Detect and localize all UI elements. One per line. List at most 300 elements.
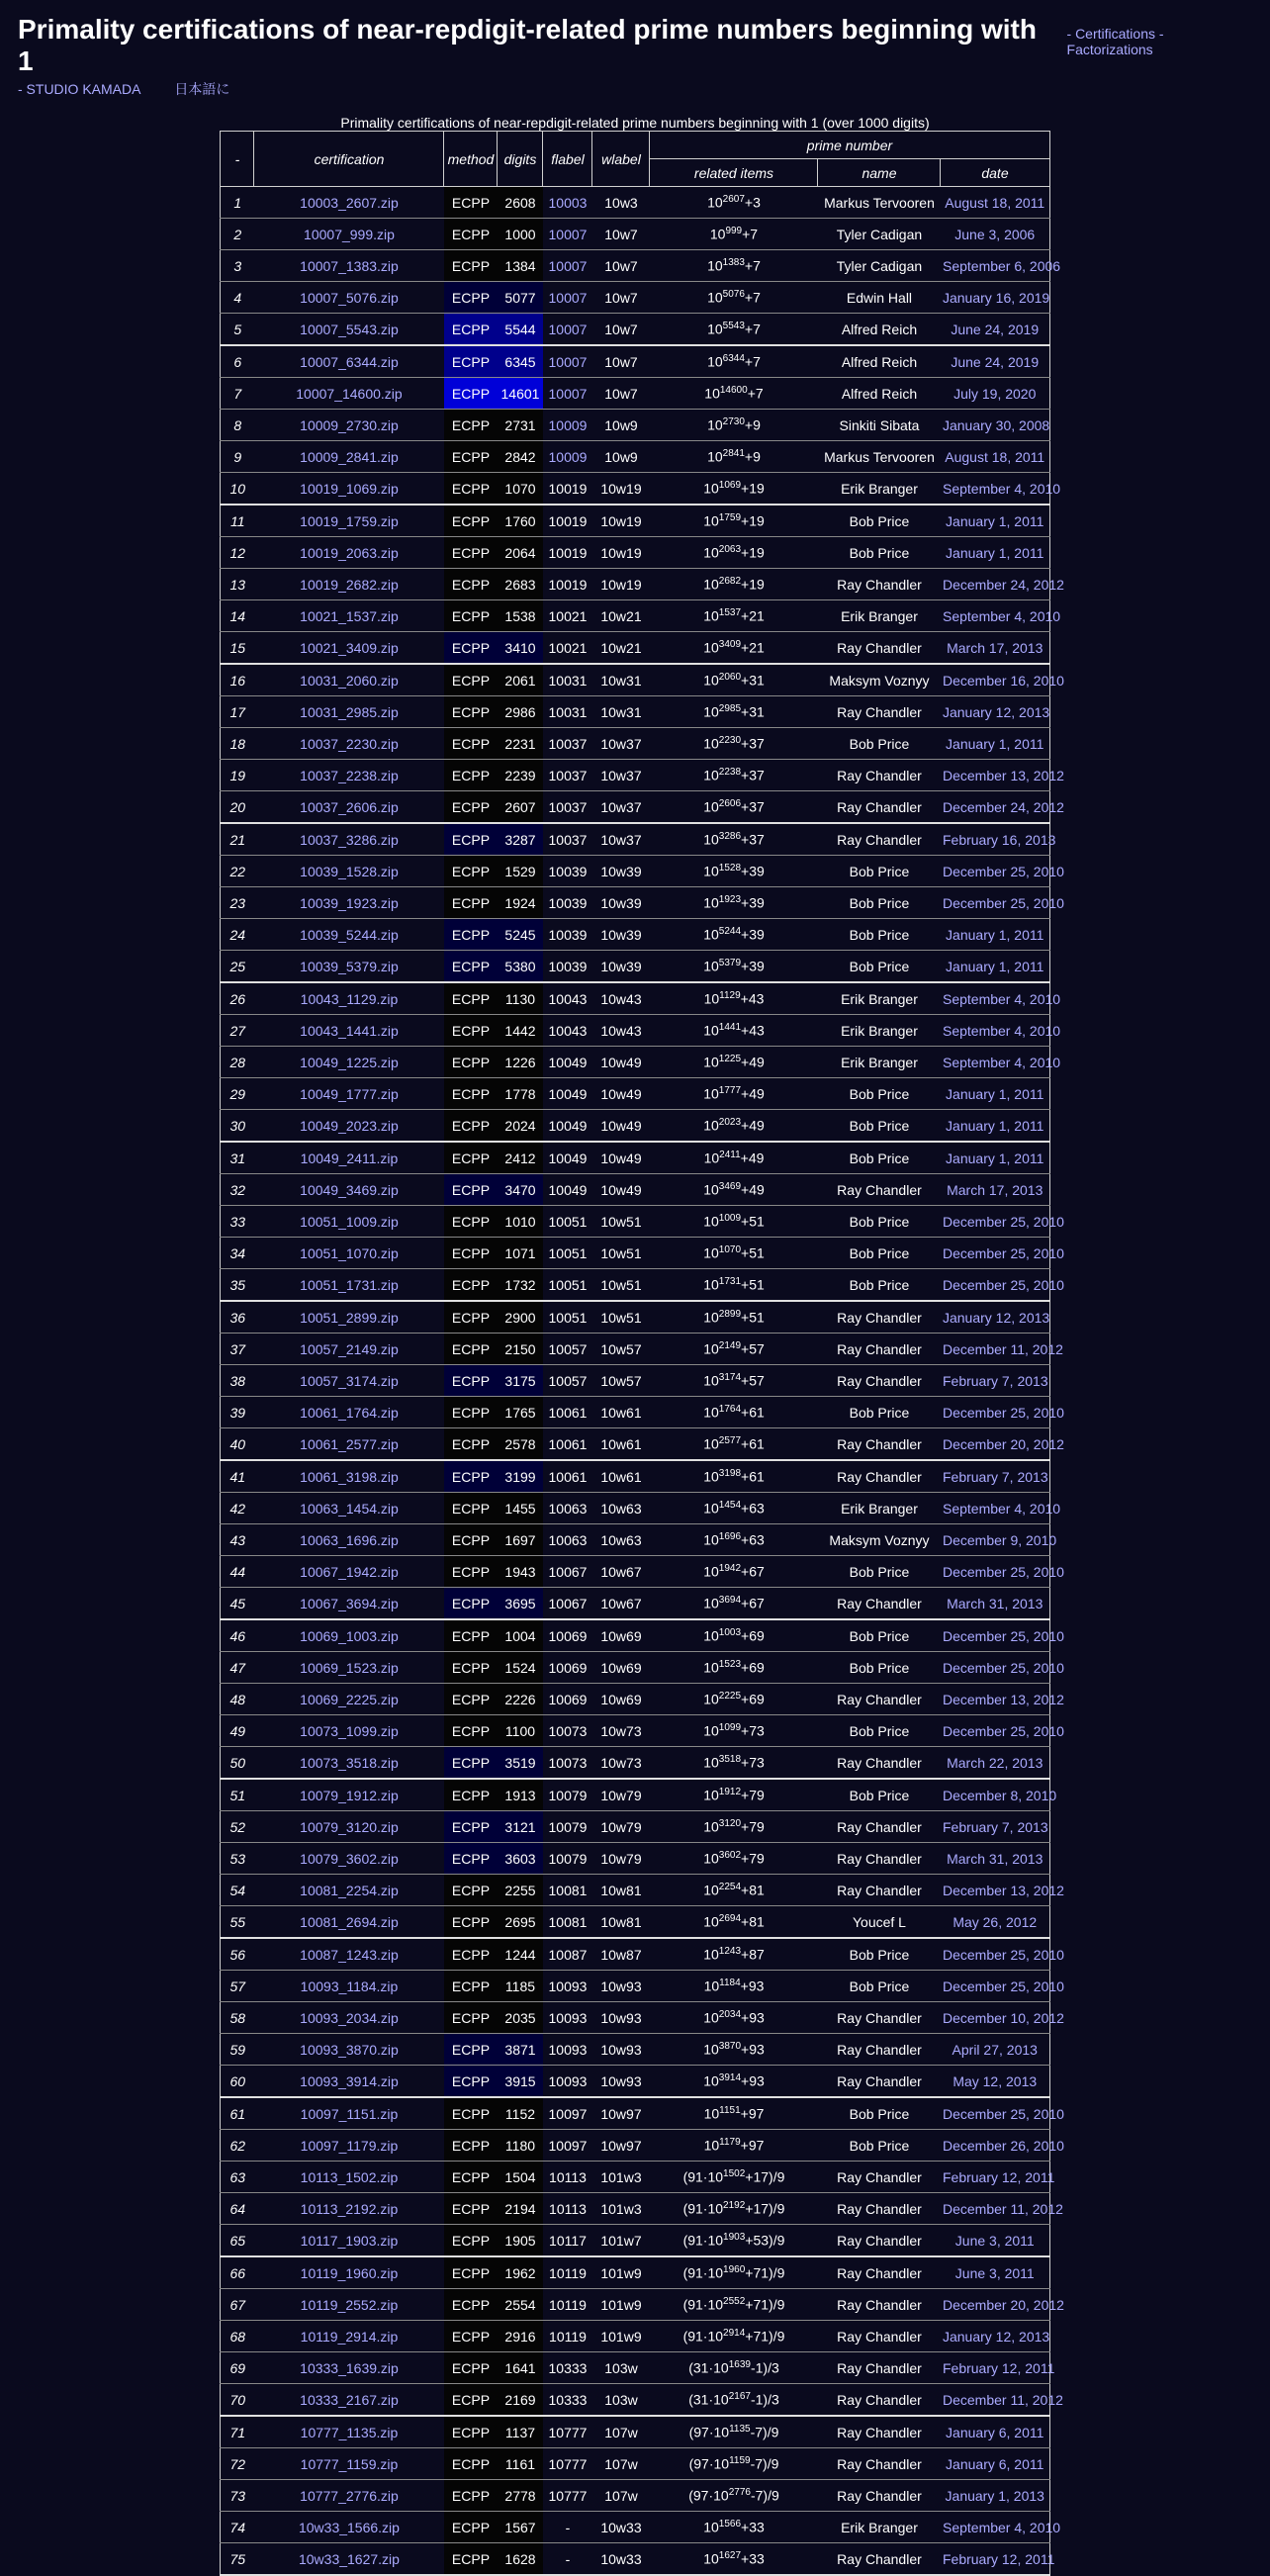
table-row <box>221 1142 1049 1174</box>
flabel-link[interactable]: 10007 <box>548 321 588 337</box>
date-link[interactable]: January 1, 2011 <box>946 1085 1044 1102</box>
expr-suffix: +93 <box>741 2009 765 2026</box>
date-link[interactable]: December 20, 2012 <box>942 2296 1064 2313</box>
date-link[interactable]: December 25, 2010 <box>942 894 1064 911</box>
row-index: 37 <box>221 1334 254 1365</box>
certification-link[interactable]: 10093_1184.zip <box>300 1978 399 1994</box>
certification-link[interactable]: 10113_2192.zip <box>300 2200 399 2217</box>
flabel-cell <box>543 1142 592 1174</box>
certification-link[interactable]: 10007_999.zip <box>304 226 395 242</box>
name-cell: Ray Chandler <box>818 696 941 728</box>
date-link[interactable]: May 26, 2012 <box>952 1913 1038 1930</box>
digits-cell: 2695 <box>498 1906 543 1939</box>
method-cell: ECPP <box>444 1971 498 2002</box>
date-link[interactable]: February 12, 2011 <box>942 2550 1055 2567</box>
certification-cell <box>254 1652 444 1684</box>
expr-prefix: (31· <box>688 2359 714 2376</box>
certification-link[interactable]: 10007_5543.zip <box>300 321 399 337</box>
certification-link[interactable]: 10777_1135.zip <box>300 2424 399 2440</box>
expr-suffix: +61 <box>741 1404 765 1421</box>
expr-exponent: 3694 <box>718 1595 742 1607</box>
flabel-text: 10049 <box>548 1054 588 1070</box>
date-link[interactable]: February 7, 2013 <box>942 1468 1048 1485</box>
related-item-cell <box>650 473 818 506</box>
certification-link[interactable]: 10049_1225.zip <box>300 1054 399 1070</box>
certification-link[interactable]: 10037_2230.zip <box>300 735 399 752</box>
certification-link[interactable]: 10067_3694.zip <box>300 1595 399 1611</box>
certification-cell <box>254 1493 444 1524</box>
date-link[interactable]: September 4, 2010 <box>942 990 1061 1007</box>
date-link[interactable]: December 25, 2010 <box>942 1563 1064 1580</box>
date-cell <box>941 1397 1064 1428</box>
row-index: 41 <box>221 1460 254 1493</box>
date-link[interactable]: December 20, 2012 <box>942 1435 1064 1452</box>
certification-link[interactable]: 10081_2254.zip <box>300 1882 399 1898</box>
name-cell: Ray Chandler <box>818 2321 941 2352</box>
table-row <box>221 1619 1049 1652</box>
date-link[interactable]: March 17, 2013 <box>947 639 1043 656</box>
expr-exponent: 5244 <box>718 926 742 938</box>
wlabel-cell: 10w57 <box>592 1365 650 1397</box>
date-cell <box>941 728 1049 760</box>
date-cell <box>941 2384 1063 2417</box>
method-cell: ECPP <box>444 856 498 887</box>
related-item-cell <box>650 1684 818 1715</box>
date-link[interactable]: January 6, 2011 <box>946 2455 1044 2472</box>
expr-exponent: 2238 <box>718 767 742 779</box>
flabel-cell <box>543 378 592 410</box>
date-link[interactable]: February 12, 2011 <box>942 2359 1055 2376</box>
date-link[interactable]: January 1, 2011 <box>946 735 1044 752</box>
flabel-cell <box>543 1843 592 1875</box>
digits-cell: 2231 <box>498 728 543 760</box>
flabel-link[interactable]: 10009 <box>548 416 588 433</box>
digits-cell: 5544 <box>498 314 543 346</box>
related-item-cell <box>650 1556 818 1588</box>
expr-base: 10 <box>707 321 723 337</box>
table-row <box>221 250 1049 282</box>
related-item-cell <box>650 951 818 983</box>
certification-link[interactable]: 10119_2914.zip <box>300 2328 399 2345</box>
date-link[interactable]: February 16, 2013 <box>942 831 1056 848</box>
certification-link[interactable]: 10049_3469.zip <box>300 1181 399 1198</box>
certification-link[interactable]: 10061_2577.zip <box>300 1435 399 1452</box>
certification-link[interactable]: 10019_2682.zip <box>300 576 399 593</box>
digits-cell: 2608 <box>498 187 543 219</box>
nav-links[interactable] <box>1067 26 1252 57</box>
digits-cell: 1000 <box>498 219 543 250</box>
date-cell <box>941 951 1049 983</box>
date-link[interactable]: January 6, 2011 <box>946 2424 1044 2440</box>
certification-link[interactable]: 10097_1151.zip <box>300 2105 399 2122</box>
wlabel-cell: 10w37 <box>592 728 650 760</box>
date-cell <box>941 2193 1063 2225</box>
flabel-link[interactable]: 10007 <box>548 226 588 242</box>
wlabel-cell: 10w81 <box>592 1906 650 1939</box>
row-index: 8 <box>221 410 254 441</box>
certification-link[interactable]: 10039_1923.zip <box>300 894 399 911</box>
flabel-cell <box>543 1747 592 1780</box>
method-cell: ECPP <box>444 2130 498 2162</box>
date-link[interactable]: December 10, 2012 <box>942 2009 1064 2026</box>
related-item-cell <box>650 1843 818 1875</box>
name-cell: Bob Price <box>818 728 941 760</box>
certification-link[interactable]: 10031_2985.zip <box>300 703 399 720</box>
date-link[interactable]: September 6, 2006 <box>942 257 1061 274</box>
expr-prefix: (97· <box>688 2455 714 2472</box>
row-index: 36 <box>221 1301 254 1334</box>
expr-exponent: 1639 <box>728 2359 751 2371</box>
date-cell <box>941 1588 1049 1620</box>
expr-suffix: +79 <box>741 1787 765 1803</box>
related-item-cell <box>650 314 818 346</box>
date-link[interactable]: May 12, 2013 <box>952 2072 1038 2089</box>
date-link[interactable]: December 11, 2012 <box>942 2391 1063 2408</box>
date-link[interactable]: December 25, 2010 <box>942 1404 1064 1421</box>
flabel-link[interactable]: 10007 <box>548 385 588 402</box>
name-cell: Bob Price <box>818 505 941 537</box>
date-link[interactable]: December 11, 2012 <box>942 2200 1063 2217</box>
col-header-flabel: flabel <box>543 132 592 187</box>
wlabel-cell: 10w61 <box>592 1428 650 1461</box>
digits-cell: 2035 <box>498 2002 543 2034</box>
name-cell: Bob Price <box>818 1078 941 1110</box>
expr-suffix: +57 <box>741 1340 765 1357</box>
name-cell: Bob Price <box>818 1652 941 1684</box>
table-row <box>221 1906 1049 1939</box>
certification-cell <box>254 919 444 951</box>
expr-suffix: -7)/9 <box>750 2455 779 2472</box>
certification-link[interactable]: 10021_3409.zip <box>300 639 399 656</box>
certification-link[interactable]: 10039_5244.zip <box>300 926 399 943</box>
certification-link[interactable]: 10051_2899.zip <box>300 1309 399 1326</box>
wlabel-cell: 10w9 <box>592 410 650 441</box>
expr-base: 10 <box>703 1754 719 1771</box>
date-link[interactable]: September 4, 2010 <box>942 2519 1061 2535</box>
date-link[interactable]: December 25, 2010 <box>942 2105 1064 2122</box>
certification-link[interactable]: 10051_1731.zip <box>300 1276 399 1293</box>
certification-link[interactable]: 10021_1537.zip <box>300 607 399 624</box>
expr-suffix: +51 <box>741 1213 765 1230</box>
certification-link[interactable]: 10069_1523.zip <box>300 1659 399 1676</box>
date-link[interactable]: December 13, 2012 <box>942 767 1064 783</box>
certification-link[interactable]: 10079_3120.zip <box>300 1818 399 1835</box>
related-item-cell <box>650 728 818 760</box>
expr-base: 10 <box>703 1882 719 1898</box>
flabel-text: 10037 <box>548 831 588 848</box>
date-link[interactable]: January 1, 2011 <box>946 1117 1044 1134</box>
date-link[interactable]: December 24, 2012 <box>942 576 1064 593</box>
related-item-cell <box>650 1047 818 1078</box>
certification-link[interactable]: 10007_5076.zip <box>300 289 399 306</box>
wlabel-cell: 101w9 <box>592 2256 650 2289</box>
certification-link[interactable]: 10049_1777.zip <box>300 1085 399 1102</box>
date-link[interactable]: September 4, 2010 <box>942 1022 1061 1039</box>
date-link[interactable]: February 12, 2011 <box>942 2168 1055 2185</box>
certification-link[interactable]: 10039_5379.zip <box>300 958 399 974</box>
certification-link[interactable]: 10031_2060.zip <box>300 672 399 689</box>
date-cell <box>941 982 1061 1015</box>
flabel-link[interactable]: 10009 <box>548 448 588 465</box>
certification-link[interactable]: 10043_1441.zip <box>300 1022 399 1039</box>
date-link[interactable]: September 4, 2010 <box>942 480 1061 497</box>
date-link[interactable]: December 24, 2012 <box>942 798 1064 815</box>
certification-link[interactable]: 10117_1903.zip <box>300 2232 399 2249</box>
date-link[interactable]: January 1, 2011 <box>946 544 1044 561</box>
date-link[interactable]: December 25, 2010 <box>942 863 1064 879</box>
method-cell: ECPP <box>444 187 498 219</box>
certification-link[interactable]: 10019_2063.zip <box>300 544 399 561</box>
certification-link[interactable]: 10w33_1566.zip <box>298 2519 400 2535</box>
nav-link[interactable]: - Certifications - Factorizations <box>1066 26 1164 57</box>
related-item-cell <box>650 345 818 378</box>
wlabel-cell: 10w73 <box>592 1747 650 1780</box>
related-item-cell <box>650 2384 818 2417</box>
date-link[interactable]: December 25, 2010 <box>942 1244 1064 1261</box>
expr-base: 10 <box>703 1468 719 1485</box>
date-link[interactable]: December 16, 2010 <box>942 672 1064 689</box>
certification-link[interactable]: 10093_2034.zip <box>300 2009 399 2026</box>
flabel-text: 10113 <box>549 2200 587 2217</box>
expr-base: 10 <box>707 2328 724 2345</box>
date-cell <box>941 2416 1049 2448</box>
certification-link[interactable]: 10063_1454.zip <box>300 1500 399 1517</box>
date-link[interactable]: April 27, 2013 <box>952 2041 1038 2058</box>
japanese-link[interactable]: 日本語に <box>174 81 230 97</box>
date-link[interactable]: December 25, 2010 <box>942 1627 1064 1644</box>
certification-link[interactable]: 10069_2225.zip <box>300 1691 399 1707</box>
certification-link[interactable]: 10067_1942.zip <box>300 1563 399 1580</box>
date-cell <box>941 2512 1061 2543</box>
date-link[interactable]: January 12, 2013 <box>942 1309 1050 1326</box>
wlabel-cell: 10w57 <box>592 1334 650 1365</box>
certification-link[interactable]: 10333_2167.zip <box>300 2391 399 2408</box>
expr-base: 10 <box>707 2200 724 2217</box>
certification-link[interactable]: 10007_6344.zip <box>300 353 399 370</box>
flabel-text: 10093 <box>548 1978 588 1994</box>
studio-link[interactable]: - STUDIO KAMADA <box>18 81 141 97</box>
date-link[interactable]: January 1, 2011 <box>946 1150 1044 1166</box>
flabel-cell <box>543 1174 592 1206</box>
col-header-name: name <box>818 159 941 187</box>
related-item-cell <box>650 2225 818 2257</box>
certification-link[interactable]: 10113_1502.zip <box>300 2168 399 2185</box>
related-item-cell <box>650 2162 818 2193</box>
flabel-link[interactable]: 10007 <box>548 289 588 306</box>
table-row <box>221 314 1049 346</box>
date-link[interactable]: December 9, 2010 <box>942 1531 1057 1548</box>
date-link[interactable]: June 3, 2011 <box>954 2264 1035 2281</box>
certification-link[interactable]: 10051_1070.zip <box>300 1244 399 1261</box>
expr-exponent: 2577 <box>718 1435 742 1447</box>
date-link[interactable]: December 13, 2012 <box>942 1691 1064 1707</box>
certification-link[interactable]: 10049_2411.zip <box>300 1150 399 1166</box>
flabel-link[interactable]: 10007 <box>548 353 588 370</box>
expr-suffix: +61 <box>741 1435 765 1452</box>
certification-link[interactable]: 10069_1003.zip <box>300 1627 399 1644</box>
date-link[interactable]: January 12, 2013 <box>942 2328 1050 2345</box>
flabel-text: 10063 <box>548 1531 588 1548</box>
date-link[interactable]: December 8, 2010 <box>942 1787 1057 1803</box>
certification-link[interactable]: 10057_2149.zip <box>300 1340 399 1357</box>
date-link[interactable]: December 25, 2010 <box>942 1276 1064 1293</box>
date-link[interactable]: December 25, 2010 <box>942 1659 1064 1676</box>
date-link[interactable]: July 19, 2020 <box>953 385 1037 402</box>
date-link[interactable]: March 31, 2013 <box>947 1595 1043 1611</box>
related-item-cell <box>650 1397 818 1428</box>
certification-link[interactable]: 10049_2023.zip <box>300 1117 399 1134</box>
date-cell <box>941 823 1056 856</box>
date-link[interactable]: September 4, 2010 <box>942 1500 1061 1517</box>
certification-link[interactable]: 10119_1960.zip <box>300 2264 399 2281</box>
wlabel-cell: 10w69 <box>592 1652 650 1684</box>
certification-link[interactable]: 10007_14600.zip <box>296 385 403 402</box>
related-item-cell <box>650 664 818 696</box>
expr-base: 10 <box>703 1309 719 1326</box>
method-cell: ECPP <box>444 1493 498 1524</box>
date-link[interactable]: December 25, 2010 <box>942 1978 1064 1994</box>
flabel-cell <box>543 2321 592 2352</box>
date-link[interactable]: January 16, 2019 <box>942 289 1050 306</box>
certification-link[interactable]: 10119_2552.zip <box>300 2296 399 2313</box>
certification-link[interactable]: 10087_1243.zip <box>300 1946 399 1963</box>
expr-suffix: +61 <box>741 1468 765 1485</box>
date-link[interactable]: February 7, 2013 <box>942 1818 1048 1835</box>
certification-link[interactable]: 10009_2730.zip <box>300 416 399 433</box>
certification-link[interactable]: 10009_2841.zip <box>300 448 399 465</box>
certification-cell <box>254 696 444 728</box>
date-link[interactable]: June 3, 2006 <box>954 226 1036 242</box>
certification-link[interactable]: 10019_1069.zip <box>300 480 399 497</box>
certification-link[interactable]: 10003_2607.zip <box>300 194 399 211</box>
method-cell: ECPP <box>444 1269 498 1302</box>
date-link[interactable]: December 26, 2010 <box>942 2137 1064 2154</box>
date-link[interactable]: January 12, 2013 <box>942 703 1050 720</box>
expr-base: 10 <box>703 863 719 879</box>
date-link[interactable]: March 22, 2013 <box>947 1754 1043 1771</box>
date-link[interactable]: March 17, 2013 <box>947 1181 1043 1198</box>
date-link[interactable]: January 1, 2011 <box>946 958 1044 974</box>
date-link[interactable]: February 7, 2013 <box>942 1372 1048 1389</box>
certification-link[interactable]: 10081_2694.zip <box>300 1913 399 1930</box>
expr-suffix: +63 <box>741 1500 765 1517</box>
date-cell <box>941 2448 1049 2480</box>
flabel-text: 10057 <box>548 1340 588 1357</box>
certification-link[interactable]: 10043_1129.zip <box>300 990 399 1007</box>
table-row <box>221 1779 1049 1811</box>
certification-link[interactable]: 10333_1639.zip <box>300 2359 399 2376</box>
date-link[interactable]: August 18, 2011 <box>945 194 1045 211</box>
certification-link[interactable]: 10097_1179.zip <box>300 2137 399 2154</box>
name-cell: Erik Branger <box>818 982 941 1015</box>
table-row <box>221 410 1049 441</box>
certification-link[interactable]: 10079_3602.zip <box>300 1850 399 1867</box>
certification-link[interactable]: 10093_3914.zip <box>300 2072 399 2089</box>
row-index: 54 <box>221 1875 254 1906</box>
date-link[interactable]: March 31, 2013 <box>947 1850 1043 1867</box>
flabel-link[interactable]: 10007 <box>548 257 588 274</box>
date-link[interactable]: June 24, 2019 <box>951 353 1040 370</box>
certification-cell <box>254 537 444 569</box>
table-row <box>221 2480 1049 2512</box>
date-link[interactable]: September 4, 2010 <box>942 607 1061 624</box>
certification-link[interactable]: 10061_1764.zip <box>300 1404 399 1421</box>
date-link[interactable]: August 18, 2011 <box>945 448 1045 465</box>
table-row <box>221 1334 1049 1365</box>
date-cell <box>941 1365 1049 1397</box>
flabel-text: 10117 <box>549 2232 587 2249</box>
certification-link[interactable]: 10073_1099.zip <box>300 1722 399 1739</box>
certification-cell <box>254 1269 444 1302</box>
date-link[interactable]: January 1, 2011 <box>946 926 1044 943</box>
date-link[interactable]: September 4, 2010 <box>942 1054 1061 1070</box>
certification-link[interactable]: 10079_1912.zip <box>300 1787 399 1803</box>
date-cell <box>941 760 1064 791</box>
related-item-cell <box>650 1460 818 1493</box>
expr-suffix: +33 <box>741 2550 765 2567</box>
certification-link[interactable]: 10039_1528.zip <box>300 863 399 879</box>
date-link[interactable]: December 11, 2012 <box>942 1340 1063 1357</box>
certification-link[interactable]: 10061_3198.zip <box>300 1468 399 1485</box>
flabel-text: 10069 <box>548 1627 588 1644</box>
wlabel-cell: 10w51 <box>592 1238 650 1269</box>
certification-link[interactable]: 10093_3870.zip <box>300 2041 399 2058</box>
expr-suffix: +73 <box>741 1754 765 1771</box>
date-link[interactable]: January 1, 2013 <box>945 2487 1044 2504</box>
date-link[interactable]: January 30, 2008 <box>942 416 1050 433</box>
wlabel-cell: 107w <box>592 2448 650 2480</box>
expr-base: 10 <box>703 1181 719 1198</box>
name-cell: Ray Chandler <box>818 1428 941 1461</box>
certification-link[interactable]: 10051_1009.zip <box>300 1213 399 1230</box>
flabel-cell <box>543 505 592 537</box>
certification-link[interactable]: 10057_3174.zip <box>300 1372 399 1389</box>
wlabel-cell: 10w7 <box>592 314 650 346</box>
date-link[interactable]: June 3, 2011 <box>954 2232 1035 2249</box>
expr-exponent: 2063 <box>718 544 742 556</box>
row-index: 48 <box>221 1684 254 1715</box>
flabel-link[interactable]: 10003 <box>548 194 588 211</box>
date-link[interactable]: June 24, 2019 <box>951 321 1040 337</box>
certification-cell <box>254 632 444 665</box>
expr-suffix: +39 <box>741 863 765 879</box>
certification-link[interactable]: 10777_2776.zip <box>300 2487 399 2504</box>
certification-link[interactable]: 10037_2238.zip <box>300 767 399 783</box>
date-cell <box>941 314 1049 346</box>
certification-link[interactable]: 10777_1159.zip <box>300 2455 399 2472</box>
date-link[interactable]: December 25, 2010 <box>942 1946 1064 1963</box>
row-index: 66 <box>221 2256 254 2289</box>
certification-link[interactable]: 10073_3518.zip <box>300 1754 399 1771</box>
expr-base: 10 <box>713 2487 729 2504</box>
certification-link[interactable]: 10019_1759.zip <box>300 512 399 529</box>
date-link[interactable]: December 13, 2012 <box>942 1882 1064 1898</box>
date-link[interactable]: December 25, 2010 <box>942 1213 1064 1230</box>
certification-link[interactable]: 10w33_1627.zip <box>298 2550 400 2567</box>
certification-link[interactable]: 10037_3286.zip <box>300 831 399 848</box>
digits-cell: 3915 <box>498 2066 543 2098</box>
row-index: 39 <box>221 1397 254 1428</box>
date-link[interactable]: January 1, 2011 <box>946 512 1044 529</box>
flabel-cell <box>543 1619 592 1652</box>
expr-exponent: 1184 <box>719 1978 741 1989</box>
flabel-text: 10019 <box>548 512 588 529</box>
certification-link[interactable]: 10063_1696.zip <box>300 1531 399 1548</box>
certification-link[interactable]: 10037_2606.zip <box>300 798 399 815</box>
certification-link[interactable]: 10007_1383.zip <box>300 257 399 274</box>
table-row <box>221 696 1049 728</box>
date-link[interactable]: December 25, 2010 <box>942 1722 1064 1739</box>
